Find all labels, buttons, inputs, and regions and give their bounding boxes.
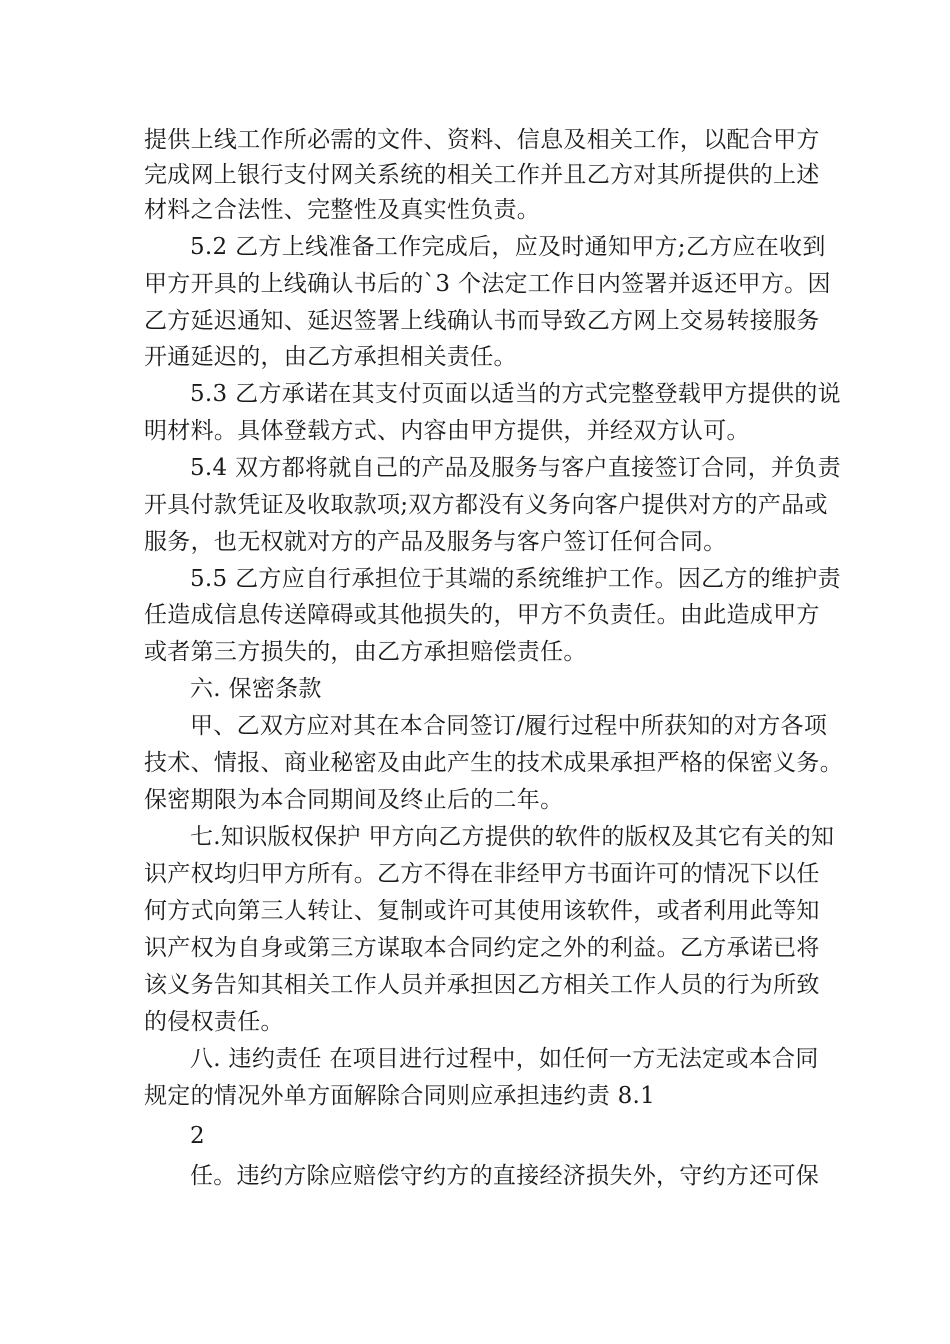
paragraph-line: 保密期限为本合同期间及终止后的二年。	[144, 787, 564, 813]
paragraph-line: 任造成信息传送障碍或其他损失的，甲方不负责任。由此造成甲方	[144, 602, 820, 628]
page-number: 2	[190, 1123, 205, 1149]
clause-5-2-start: 5.2 乙方上线准备工作完成后，应及时通知甲方;乙方应在收到	[190, 234, 826, 260]
clause-5-3-start: 5.3 乙方承诺在其支付页面以适当的方式完整登载甲方提供的说	[190, 381, 841, 407]
paragraph-line: 材料之合法性、完整性及真实性负责。	[144, 197, 541, 223]
clause-5-5-start: 5.5 乙方应自行承担位于其端的系统维护工作。因乙方的维护责	[190, 566, 841, 592]
paragraph-line: 完成网上银行支付网关系统的相关工作并且乙方对其所提供的上述	[144, 162, 820, 188]
paragraph-line: 甲方开具的上线确认书后的`3 个法定工作日内签署并返还甲方。因	[144, 271, 831, 297]
paragraph-line: 乙方延迟通知、延迟签署上线确认书而导致乙方网上交易转接服务	[144, 308, 820, 334]
paragraph-line: 该义务告知其相关工作人员并承担因乙方相关工作人员的行为所致	[144, 972, 820, 998]
paragraph-line: 明材料。具体登载方式、内容由甲方提供，并经双方认可。	[144, 418, 750, 444]
section-6-paragraph-start: 甲、乙双方应对其在本合同签订/履行过程中所获知的对方各项	[190, 713, 828, 739]
paragraph-line: 开通延迟的，由乙方承担相关责任。	[144, 344, 517, 370]
section-8-start: 八. 违约责任 在项目进行过程中，如任何一方无法定或本合同	[190, 1046, 819, 1072]
paragraph-line: 识产权为自身或第三方谋取本合同约定之外的利益。乙方承诺已将	[144, 935, 820, 961]
paragraph-line: 规定的情况外单方面解除合同则应承担违约责 8.1	[144, 1083, 656, 1109]
paragraph-line: 识产权均归甲方所有。乙方不得在非经甲方书面许可的情况下以任	[144, 861, 820, 887]
paragraph-line: 何方式向第三人转让、复制或许可其使用该软件，或者利用此等知	[144, 898, 820, 924]
paragraph-line: 任。违约方除应赔偿守约方的直接经济损失外，守约方还可保	[190, 1163, 820, 1189]
clause-5-4-start: 5.4 双方都将就自己的产品及服务与客户直接签订合同，并负责	[190, 455, 841, 481]
section-7-start: 七.知识版权保护 甲方向乙方提供的软件的版权及其它有关的知	[190, 824, 835, 850]
paragraph-line: 技术、情报、商业秘密及由此产生的技术成果承担严格的保密义务。	[144, 750, 843, 776]
paragraph-line: 的侵权责任。	[144, 1009, 284, 1035]
paragraph-line: 开具付款凭证及收取款项;双方都没有义务向客户提供对方的产品或	[144, 492, 828, 518]
paragraph-line: 提供上线工作所必需的文件、资料、信息及相关工作，以配合甲方	[144, 127, 820, 153]
paragraph-line: 服务，也无权就对方的产品及服务与客户签订任何合同。	[144, 529, 727, 555]
paragraph-line: 或者第三方损失的，由乙方承担赔偿责任。	[144, 639, 587, 665]
section-6-heading: 六. 保密条款	[190, 676, 322, 702]
